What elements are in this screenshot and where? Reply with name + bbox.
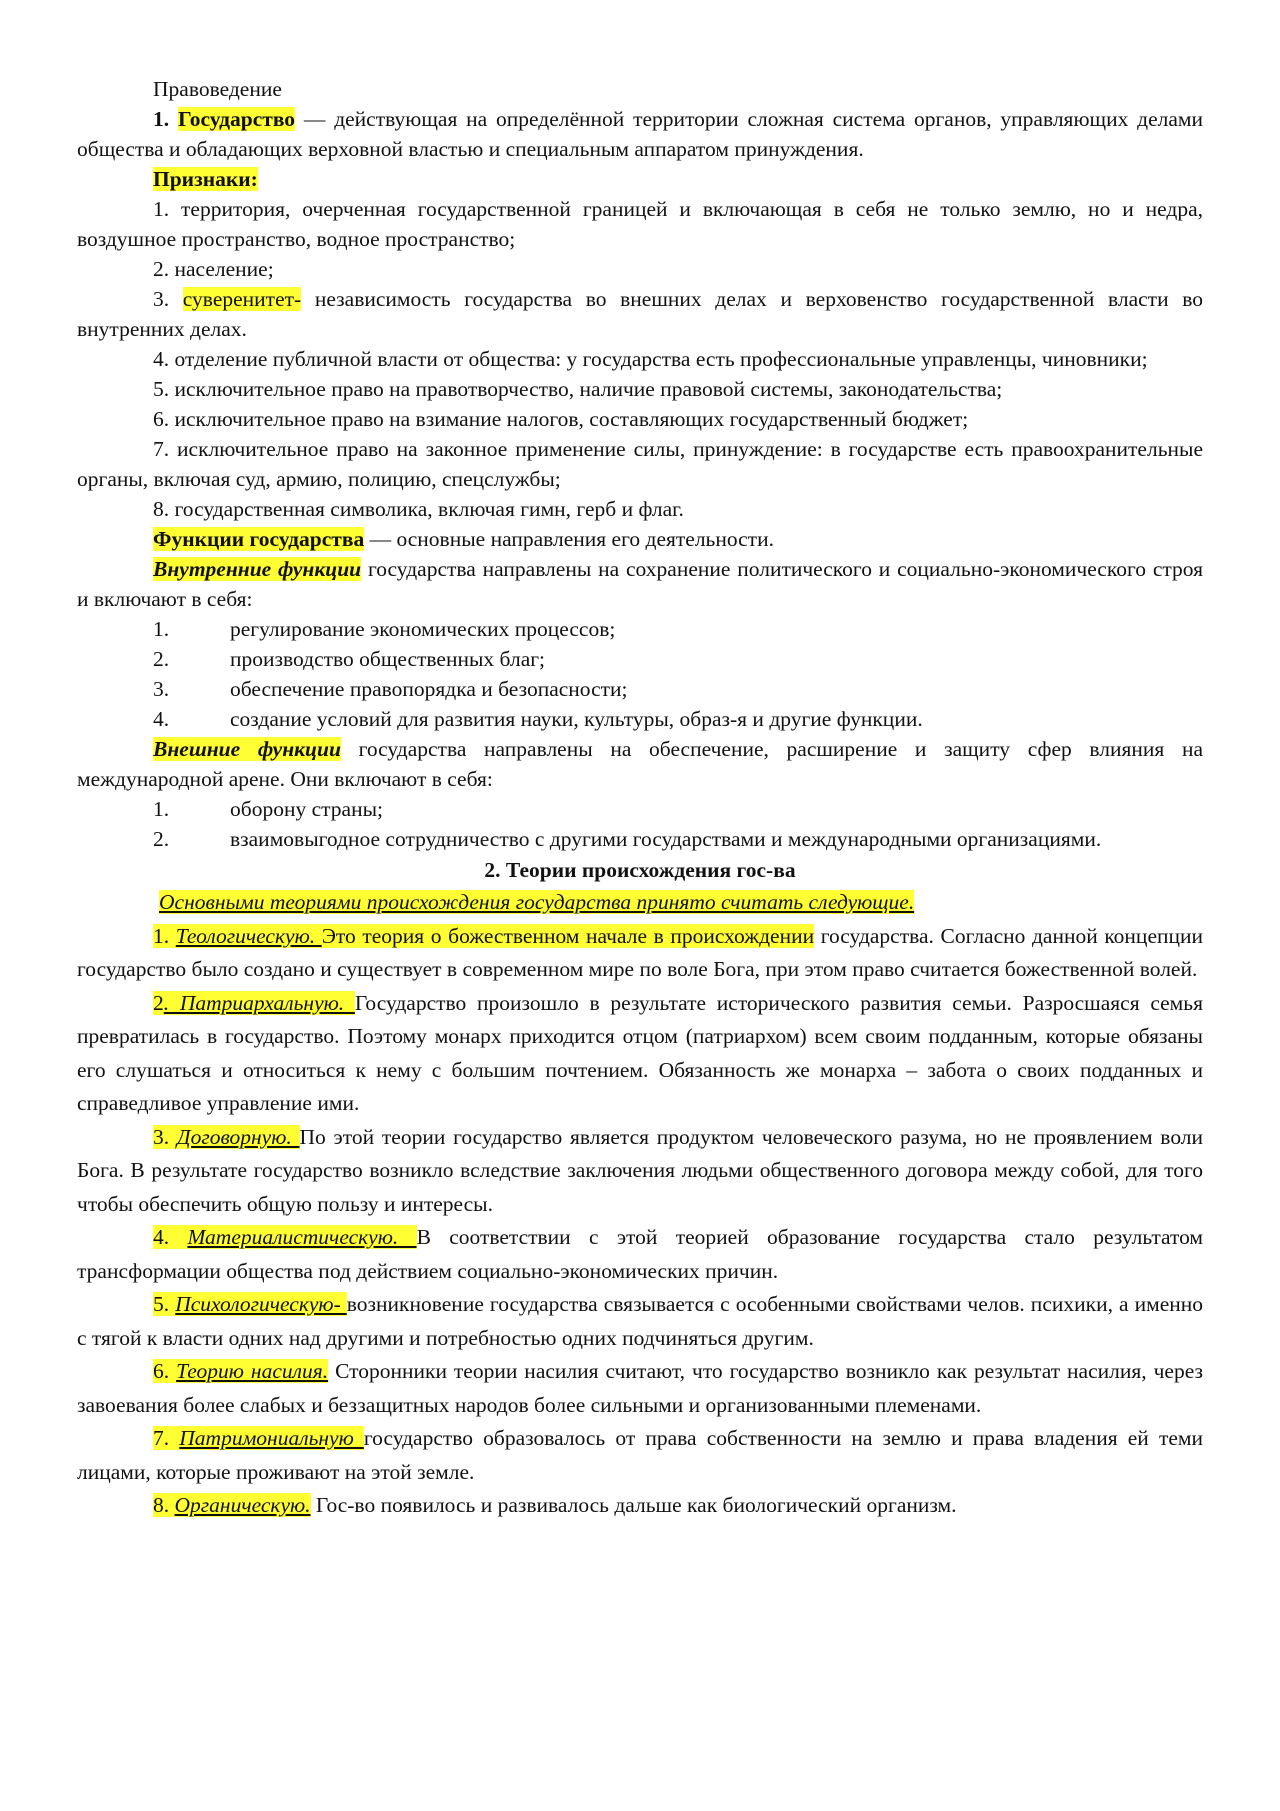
- sign-item: 2. население;: [153, 257, 274, 281]
- theory-item: 4. Материалистическую. В соответствии с этой теорией образование государства стало результатом трансформации общества под действием социально-экономических причин.: [77, 1225, 1204, 1283]
- outer-functions-intro: Внешние функции государства направлены на обеспечение, расширение и защиту сфер влияния на международной арене. Они включают в себя:: [77, 737, 1203, 791]
- functions-definition: Функции государства — основные направления его деятельности.: [153, 527, 774, 551]
- sovereignty-term: суверенитет-: [182, 287, 302, 311]
- inner-functions-term: Внутренние функции: [153, 557, 362, 581]
- definition-text: — действующая на определённой территории сложная система органов, управляющих делами общества и обладающих верховной властью и специальным аппаратом принуждения.: [77, 107, 1204, 161]
- theory-item: 5. Психологическую- возникновение государства связывается с особенными свойствами челов. психики, а именно с тягой к власти одних над другими и потребностью одних подчиняться другим.: [77, 1292, 1204, 1350]
- theory-item: 1. Теологическую. Это теория о божественном начале в происхождении государства. Согласно данной концепции государство было создано и существует в современном мире по воле Бога, при этом право считается божественной волей.: [77, 923, 1204, 981]
- sign-item: 5. исключительное право на правотворчество, наличие правовой системы, законодательства;: [153, 377, 1003, 401]
- sign-item: 3. суверенитет- независимость государства во внешних делах и верховенство государственной власти во внутренних делах.: [77, 287, 1204, 341]
- theory-item: 7. Патримониальную государство образовалось от права собственности на землю и права владения ей теми лицами, которые проживают на этой земле.: [77, 1426, 1203, 1484]
- sign-item: 7. исключительное право на законное применение силы, принуждение: в государстве есть правоохранительные органы, включая суд, армию, полицию, спецслужбы;: [77, 437, 1203, 491]
- theory-item: 2. Патриархальную. Государство произошло в результате исторического развития семьи. Разросшаяся семья превратилась в государство. Поэтому монарх приходится отцом (патриархом) всем своим подданным, которые обязаны его слушаться и относиться к нему с большим почтением. Обязанность же монарха – забота о своих подданных и справедливое управление ими.: [77, 990, 1203, 1115]
- list-item: 4. создание условий для развития науки, культуры, образ-я и другие функции.: [153, 707, 923, 731]
- list-item: 1. регулирование экономических процессов;: [153, 617, 616, 641]
- theories-intro: Основными теориями происхождения государства принято считать следующие.: [159, 890, 915, 914]
- sign-item: 6. исключительное право на взимание налогов, составляющих государственный бюджет;: [153, 407, 969, 431]
- sign-item: 8. государственная символика, включая гимн, герб и флаг.: [153, 497, 684, 521]
- definition-term: Государство: [177, 107, 296, 131]
- sign-item: 4. отделение публичной власти от общества: у государства есть профессиональные управленцы, чиновники;: [153, 347, 1148, 371]
- theory-item: 3. Договорную. По этой теории государство является продуктом человеческого разума, но не проявлением воли Бога. В результате государство возникло вследствие заключения людьми общественного договора между собой, для того чтобы обеспечить общую пользу и интересы.: [77, 1124, 1204, 1216]
- inner-functions-intro: Внутренние функции государства направлены на сохранение политического и социально-экономического строя и включают в себя:: [77, 557, 1203, 611]
- theory-item: 6. Теорию насилия. Сторонники теории насилия считают, что государство возникло как результат насилия, через завоевания более слабых и беззащитных народов более сильными и организованными племенами.: [77, 1359, 1204, 1417]
- definition-number: 1.: [153, 107, 170, 131]
- section-theories: [77, 854, 1203, 1523]
- definition-state: [77, 104, 1203, 164]
- section-heading: 2. Теории происхождения гос-ва: [484, 858, 796, 882]
- theory-item: 8. Органическую. Гос-во появилось и развивалось дальше как биологический организм.: [153, 1493, 957, 1517]
- outer-functions-term: Внешние функции: [153, 737, 341, 761]
- list-item-wrapped: 2. взаимовыгодное сотрудничество с другими государствами и международными организациями.: [153, 827, 1102, 851]
- functions-term: Функции государства: [153, 527, 365, 551]
- signs-heading: Признаки:: [153, 167, 258, 191]
- sign-item: 1. территория, очерченная государственной границей и включающая в себя не только землю, но и недра, воздушное пространство, водное пространство;: [77, 197, 1203, 251]
- list-item: 1. оборону страны;: [153, 797, 383, 821]
- list-item: 2. производство общественных благ;: [153, 647, 546, 671]
- list-item: 3. обеспечение правопорядка и безопасности;: [153, 677, 628, 701]
- document-title: Правоведение: [153, 77, 282, 101]
